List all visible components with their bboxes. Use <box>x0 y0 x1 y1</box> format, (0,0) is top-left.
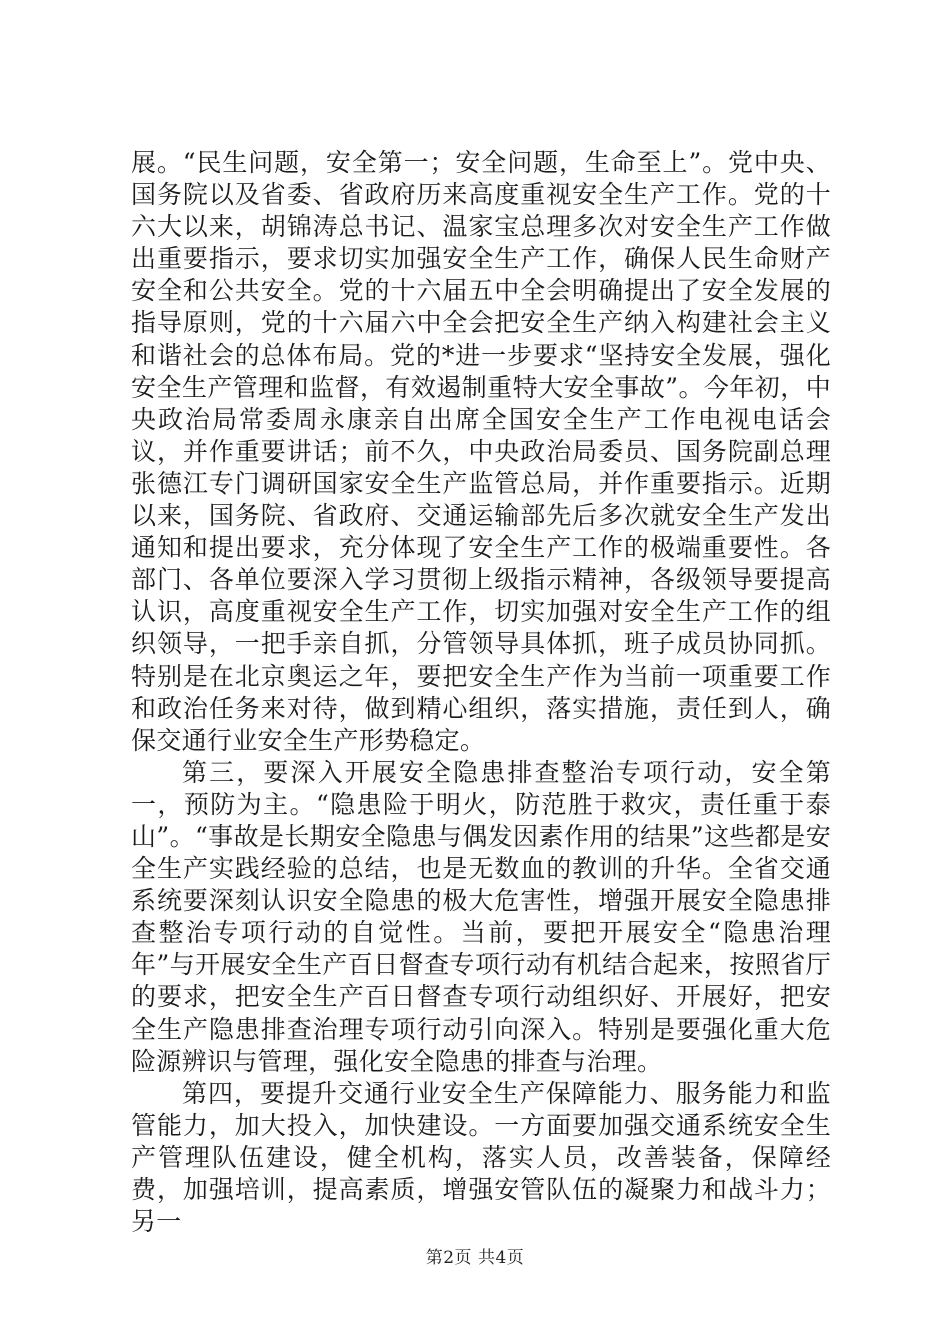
page-footer: 第2页 共4页 <box>425 1248 525 1268</box>
paragraph-3: 第四，要提升交通行业安全生产保障能力、服务能力和监管能力，加大投入，加快建设。一方面要加强交通系统安全生产管理队伍建设，健全机构，落实人员，改善装备，保障经费，加强培训，提高素质，增强安管队伍的凝聚力和战斗力；另一 <box>131 1078 831 1237</box>
paragraph-1: 展。“民生问题，安全第一；安全问题，生命至上”。党中央、国务院以及省委、省政府历来高度重视安全生产工作。党的十六大以来，胡锦涛总书记、温家宝总理多次对安全生产工作做出重要指示，要求切实加强安全生产工作，确保人民生命财产安全和公共安全。党的十六届五中全会明确提出了安全发展的指导原则，党的十六届六中全会把安全生产纳入构建社会主义和谐社会的总体布局。党的*进一步要求“坚持安全发展，强化安全生产管理和监督，有效遏制重特大安全事故”。今年初，中央政治局常委周永康亲自出席全国安全生产工作电视电话会议，并作重要讲话；前不久，中央政治局委员、国务院副总理张德江专门调研国家安全生产监管总局，并作重要指示。近期以来，国务院、省政府、交通运输部先后多次就安全生产发出通知和提出要求，充分体现了安全生产工作的极端重要性。各部门、各单位要深入学习贯彻上级指示精神，各级领导要提高认识，高度重视安全生产工作，切实加强对安全生产工作的组织领导，一把手亲自抓，分管领导具体抓，班子成员协同抓。特别是在北京奥运之年，要把安全生产作为当前一项重要工作和政治任务来对待，做到精心组织，落实措施，责任到人，确保交通行业安全生产形势稳定。 <box>131 148 831 755</box>
paragraph-2: 第三，要深入开展安全隐患排查整治专项行动，安全第一，预防为主。“隐患险于明火，防范胜于救灾，责任重于泰山”。“事故是长期安全隐患与偶发因素作用的结果”这些都是安全生产实践经验的总结，也是无数血的教训的升华。全省交通系统要深刻认识安全隐患的极大危害性，增强开展安全隐患排查整治专项行动的自觉性。当前，要把开展安全“隐患治理年”与开展安全生产百日督查专项行动有机结合起来，按照省厅的要求，把安全生产百日督查专项行动组织好、开展好，把安全生产隐患排查治理专项行动引向深入。特别是要强化重大危险源辨识与管理，强化安全隐患的排查与治理。 <box>131 757 831 1076</box>
document-body <box>131 147 831 1238</box>
